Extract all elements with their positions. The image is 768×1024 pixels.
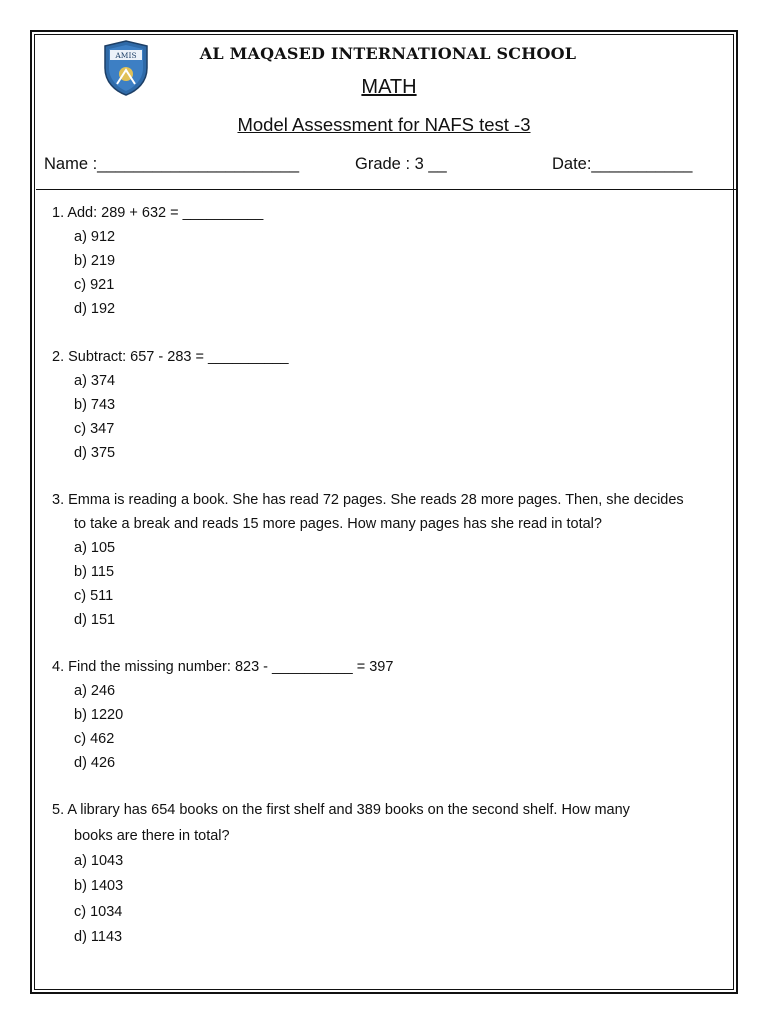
question-4-option-d[interactable]: d) 426 bbox=[74, 755, 116, 771]
question-5-option-b[interactable]: b) 1403 bbox=[74, 878, 124, 894]
header-divider bbox=[36, 189, 738, 190]
subject-title: MATH bbox=[361, 76, 417, 98]
grade-field[interactable]: Grade : 3 __ bbox=[355, 155, 447, 173]
question-5-option-c[interactable]: c) 1034 bbox=[74, 904, 123, 920]
question-3-option-a[interactable]: a) 105 bbox=[74, 540, 116, 556]
question-4-option-c[interactable]: c) 462 bbox=[74, 731, 115, 747]
question-2-option-a[interactable]: a) 374 bbox=[74, 373, 116, 389]
school-name: AL MAQASED INTERNATIONAL SCHOOL bbox=[199, 44, 577, 63]
question-1-option-b[interactable]: b) 219 bbox=[74, 253, 116, 269]
question-1-option-a[interactable]: a) 912 bbox=[74, 229, 116, 245]
question-5-option-d[interactable]: d) 1143 bbox=[74, 929, 123, 945]
question-3-option-d[interactable]: d) 151 bbox=[74, 612, 116, 628]
question-5-option-a[interactable]: a) 1043 bbox=[74, 853, 124, 869]
question-2-option-c[interactable]: c) 347 bbox=[74, 421, 115, 437]
question-3-option-c[interactable]: c) 511 bbox=[74, 588, 114, 604]
question-4-option-a[interactable]: a) 246 bbox=[74, 683, 116, 699]
date-field[interactable]: Date:___________ bbox=[552, 155, 693, 173]
question-1-option-c[interactable]: c) 921 bbox=[74, 277, 115, 293]
question-5-text: 5. A library has 654 books on the first shelf and 389 books on the second shelf. How many bbox=[52, 802, 630, 818]
page-border-inner bbox=[34, 34, 734, 990]
assessment-title: Model Assessment for NAFS test -3 bbox=[237, 114, 531, 135]
question-2-option-b[interactable]: b) 743 bbox=[74, 397, 116, 413]
question-4-text: 4. Find the missing number: 823 - __________ = 397 bbox=[52, 659, 394, 675]
question-1-text: 1. Add: 289 + 632 = __________ bbox=[52, 205, 264, 221]
name-field[interactable]: Name :______________________ bbox=[44, 155, 300, 173]
question-2-option-d[interactable]: d) 375 bbox=[74, 445, 116, 461]
question-3-option-b[interactable]: b) 115 bbox=[74, 564, 115, 580]
logo-text: AMIS bbox=[115, 51, 137, 60]
question-4-option-b[interactable]: b) 1220 bbox=[74, 707, 124, 723]
question-1-option-d[interactable]: d) 192 bbox=[74, 301, 116, 317]
question-5-text-cont: books are there in total? bbox=[74, 828, 230, 844]
question-3-text: 3. Emma is reading a book. She has read 72 pages. She reads 28 more pages. Then, she decides bbox=[52, 492, 684, 508]
question-3-text-cont: to take a break and reads 15 more pages. How many pages has she read in total? bbox=[74, 516, 602, 532]
question-2-text: 2. Subtract: 657 - 283 = __________ bbox=[52, 349, 289, 365]
